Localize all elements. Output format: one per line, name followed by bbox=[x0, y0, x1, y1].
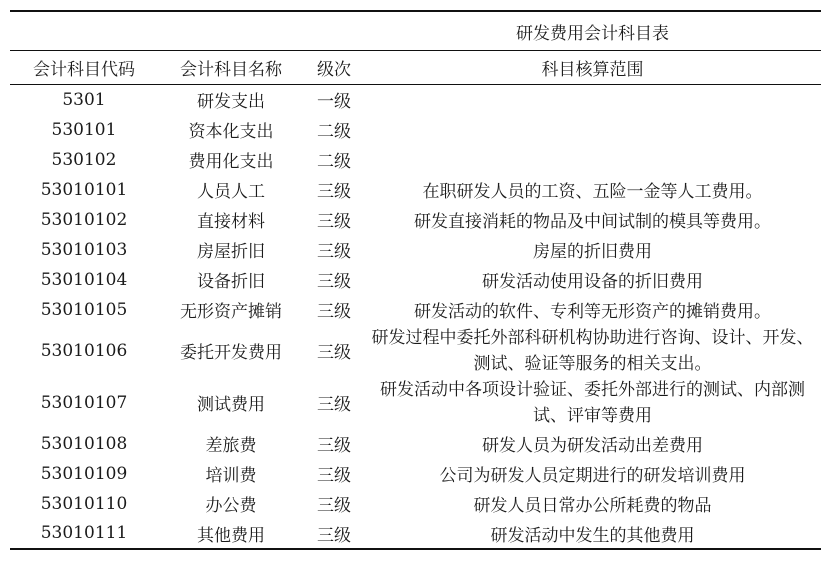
cell-name: 其他费用 bbox=[158, 519, 304, 549]
cell-scope: 在职研发人员的工资、五险一金等人工费用。 bbox=[422, 182, 763, 202]
cell-code: 53010103 bbox=[40, 239, 128, 260]
account-table bbox=[10, 10, 821, 550]
cell-scope bbox=[364, 145, 821, 175]
cell-name: 无形资产摊销 bbox=[180, 302, 282, 322]
cell-level: 三级 bbox=[317, 272, 351, 292]
cell-code: 53010104 bbox=[40, 269, 128, 290]
cell-name: 测试费用 bbox=[197, 395, 265, 415]
table-row bbox=[10, 115, 821, 145]
cell-scope: 研发活动中发生的其他费用 bbox=[364, 519, 821, 549]
cell-code: 53010105 bbox=[40, 299, 128, 320]
cell-level: 三级 bbox=[317, 466, 351, 486]
cell-name: 差旅费 bbox=[205, 436, 257, 456]
cell-code: 53010106 bbox=[40, 340, 128, 361]
header-name: 会计科目名称 bbox=[158, 51, 304, 85]
cell-code: 53010102 bbox=[40, 209, 128, 230]
table-row bbox=[10, 265, 821, 295]
header-code: 会计科目代码 bbox=[10, 51, 158, 85]
table-row bbox=[10, 175, 821, 205]
cell-level: 三级 bbox=[317, 302, 351, 322]
cell-scope: 研发人员为研发活动出差费用 bbox=[482, 436, 703, 456]
title-row bbox=[10, 11, 821, 51]
cell-name: 直接材料 bbox=[197, 212, 265, 232]
cell-name: 研发支出 bbox=[197, 92, 265, 113]
table-row bbox=[10, 429, 821, 459]
cell-level: 一级 bbox=[317, 92, 351, 113]
cell-scope bbox=[364, 85, 821, 115]
table-row bbox=[10, 85, 821, 115]
table-row bbox=[10, 489, 821, 519]
cell-level: 三级 bbox=[317, 242, 351, 262]
cell-code: 530101 bbox=[51, 119, 117, 140]
cell-level: 三级 bbox=[317, 496, 351, 516]
cell-code: 53010110 bbox=[40, 493, 128, 514]
cell-code: 530102 bbox=[51, 149, 117, 170]
cell-level: 三级 bbox=[317, 212, 351, 232]
table-row bbox=[10, 377, 821, 429]
cell-scope: 研发活动使用设备的折旧费用 bbox=[482, 272, 703, 292]
cell-level: 三级 bbox=[317, 395, 351, 415]
cell-scope: 研发人员日常办公所耗费的物品 bbox=[473, 496, 712, 516]
cell-name: 办公费 bbox=[205, 496, 257, 516]
table-row bbox=[10, 519, 821, 549]
table-row bbox=[10, 459, 821, 489]
cell-name: 培训费 bbox=[205, 466, 257, 486]
cell-code: 53010108 bbox=[40, 433, 128, 454]
cell-scope: 公司为研发人员定期进行的研发培训费用 bbox=[439, 466, 746, 486]
cell-name: 费用化支出 bbox=[188, 152, 274, 172]
cell-scope: 研发活动的软件、专利等无形资产的摊销费用。 bbox=[414, 302, 771, 322]
header-level: 级次 bbox=[304, 51, 364, 85]
cell-code: 53010101 bbox=[40, 179, 128, 200]
cell-name: 设备折旧 bbox=[197, 272, 265, 292]
cell-code: 53010109 bbox=[40, 463, 128, 484]
cell-code: 53010107 bbox=[40, 392, 128, 413]
header-row bbox=[10, 51, 821, 85]
cell-level: 三级 bbox=[317, 182, 351, 202]
cell-level: 二级 bbox=[317, 122, 351, 142]
table-row bbox=[10, 145, 821, 175]
cell-code: 5301 bbox=[62, 89, 106, 110]
cell-scope: 研发过程中委托外部科研机构协助进行咨询、设计、开发、测试、验证等服务的相关支出。 bbox=[371, 327, 814, 374]
cell-level: 三级 bbox=[304, 519, 364, 549]
table-row bbox=[10, 295, 821, 325]
table-row bbox=[10, 205, 821, 235]
table-row bbox=[10, 235, 821, 265]
cell-name: 房屋折旧 bbox=[197, 242, 265, 262]
cell-name: 委托开发费用 bbox=[180, 343, 282, 363]
cell-scope: 研发直接消耗的物品及中间试制的模具等费用。 bbox=[414, 212, 771, 232]
cell-name: 资本化支出 bbox=[188, 122, 274, 142]
cell-level: 三级 bbox=[317, 343, 351, 363]
table-row bbox=[10, 325, 821, 377]
cell-level: 三级 bbox=[317, 436, 351, 456]
cell-scope bbox=[364, 115, 821, 145]
cell-code: 53010111 bbox=[10, 519, 158, 549]
cell-scope: 房屋的折旧费用 bbox=[533, 242, 652, 262]
header-scope: 科目核算范围 bbox=[364, 51, 821, 85]
cell-level: 二级 bbox=[317, 152, 351, 172]
cell-scope: 研发活动中各项设计验证、委托外部进行的测试、内部测试、评审等费用 bbox=[380, 379, 805, 426]
cell-name: 人员人工 bbox=[197, 182, 265, 202]
table-title: 研发费用会计科目表 bbox=[364, 11, 821, 51]
